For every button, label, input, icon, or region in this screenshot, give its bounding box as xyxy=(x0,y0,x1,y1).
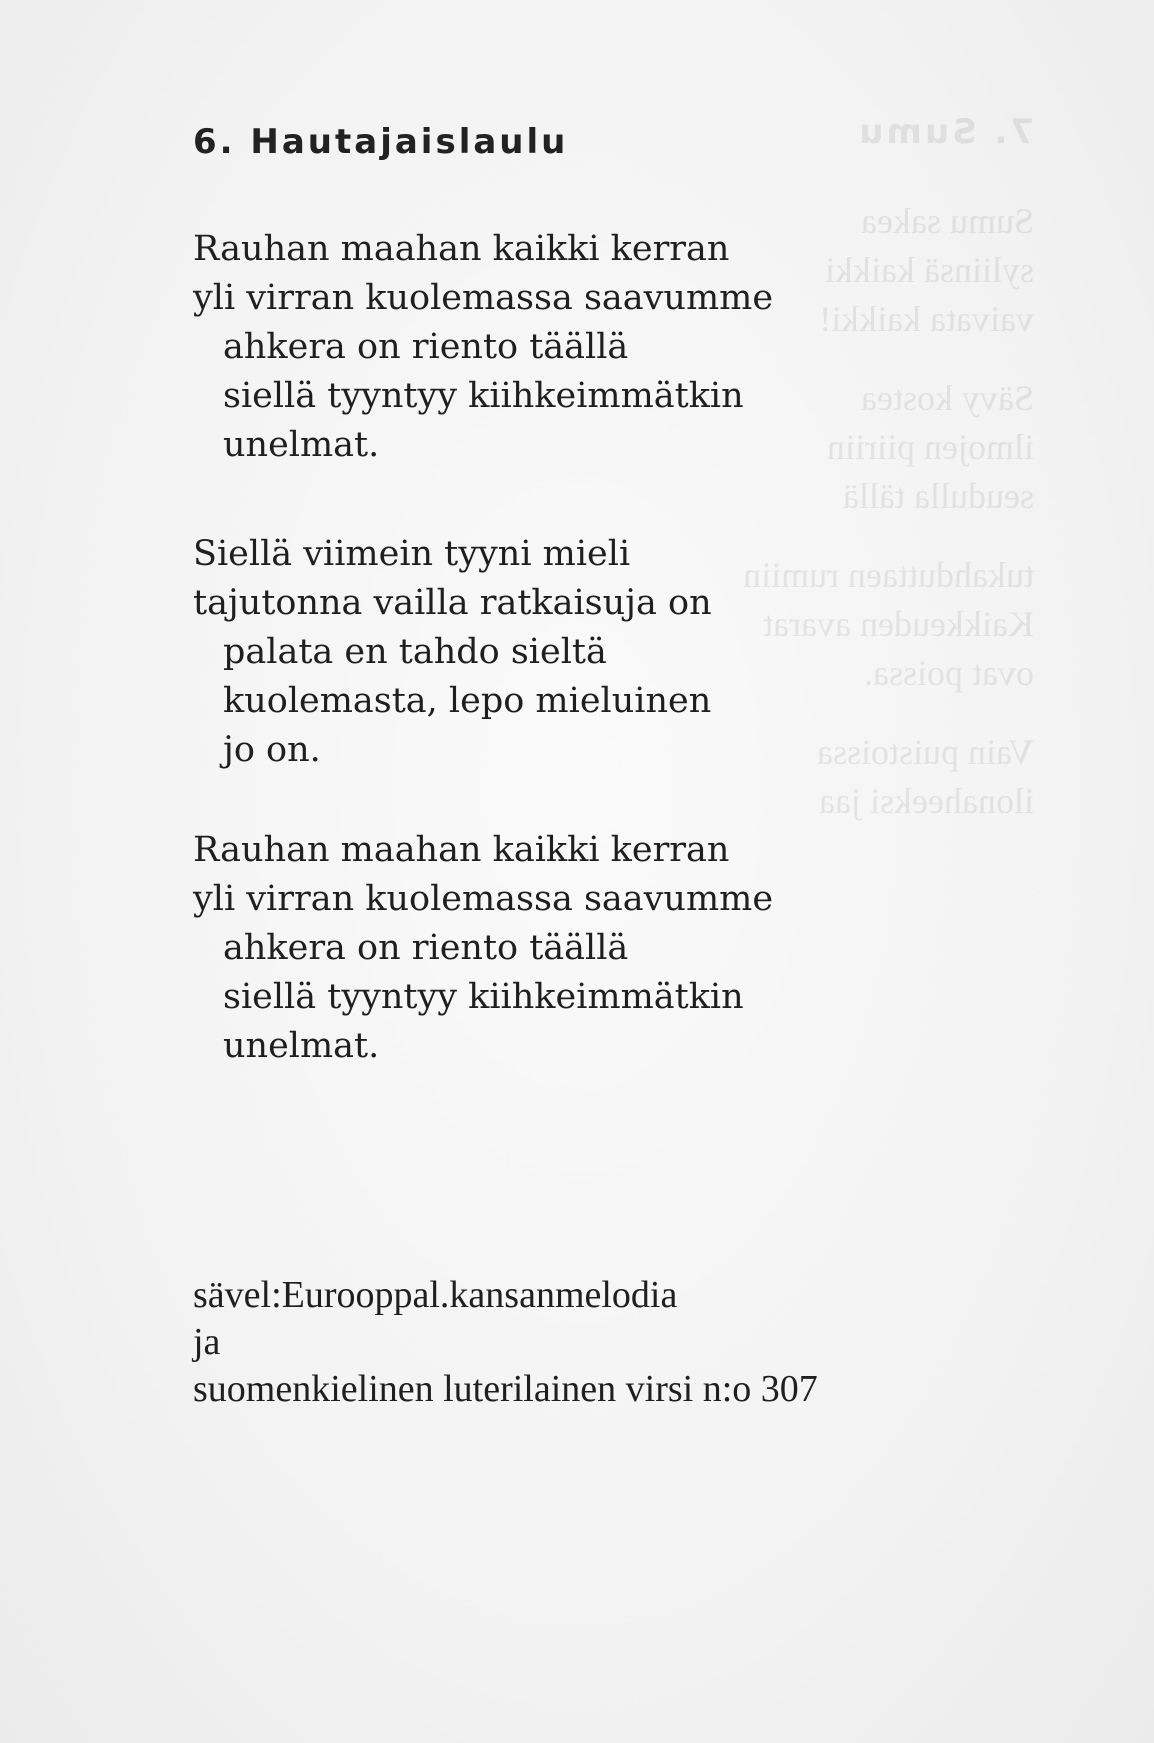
stanza-line: ahkera on riento täällä xyxy=(223,327,629,367)
stanza-line: tajutonna vailla ratkaisuja on xyxy=(193,583,712,623)
stanza-line: palata en tahdo sieltä xyxy=(223,632,607,672)
music-credits xyxy=(193,1272,818,1413)
credits-hymn: suomenkielinen luterilainen virsi n:o 307 xyxy=(193,1368,818,1410)
stanza-line: siellä tyyntyy kiihkeimmätkin xyxy=(223,977,744,1017)
bleed-through-line: Vain puistoissa xyxy=(816,732,1034,772)
bleed-through-line: ilmojen piiriin xyxy=(827,427,1034,467)
bleed-through-line: ovat poissa. xyxy=(864,653,1034,693)
stanza-line: Rauhan maahan kaikki kerran xyxy=(193,229,730,269)
stanza-line: jo on. xyxy=(223,730,321,770)
bleed-through-line: ilonaheeksi jaa xyxy=(819,781,1034,821)
stanza-2 xyxy=(193,530,712,775)
credits-conjunction: ja xyxy=(193,1321,221,1363)
stanza-line: yli virran kuolemassa saavumme xyxy=(193,879,774,919)
stanza-1 xyxy=(193,225,773,470)
bleed-through-line: Kaikkeuden avarat xyxy=(763,604,1034,644)
bleed-through-line: Sävy kostea xyxy=(861,378,1034,418)
stanza-line: siellä tyyntyy kiihkeimmätkin xyxy=(223,376,744,416)
stanza-line: yli virran kuolemassa saavumme xyxy=(193,278,774,318)
bleed-through-title: 7. Sumu xyxy=(856,112,1034,152)
stanza-line: ahkera on riento täällä xyxy=(223,928,629,968)
stanza-line: kuolemasta, lepo mieluinen xyxy=(223,681,712,721)
stanza-line: unelmat. xyxy=(223,1026,380,1066)
page-title: 6. Hautajaislaulu xyxy=(193,122,569,162)
bleed-through-line: syliinsä kaikki xyxy=(825,250,1034,290)
bleed-through-line: Sumu sakea xyxy=(861,201,1034,241)
stanza-line: Siellä viimein tyyni mieli xyxy=(193,534,631,574)
bleed-through-line: seudulla tällä xyxy=(843,476,1034,516)
bleed-through-line: vaivata kaikki! xyxy=(819,299,1034,339)
bleed-through-line: tukahduttaen rumiin xyxy=(743,555,1034,595)
stanza-3 xyxy=(193,826,773,1071)
stanza-line: Rauhan maahan kaikki kerran xyxy=(193,830,730,870)
stanza-line: unelmat. xyxy=(223,425,380,465)
credits-melody: sävel:Eurooppal.kansanmelodia xyxy=(193,1274,678,1316)
